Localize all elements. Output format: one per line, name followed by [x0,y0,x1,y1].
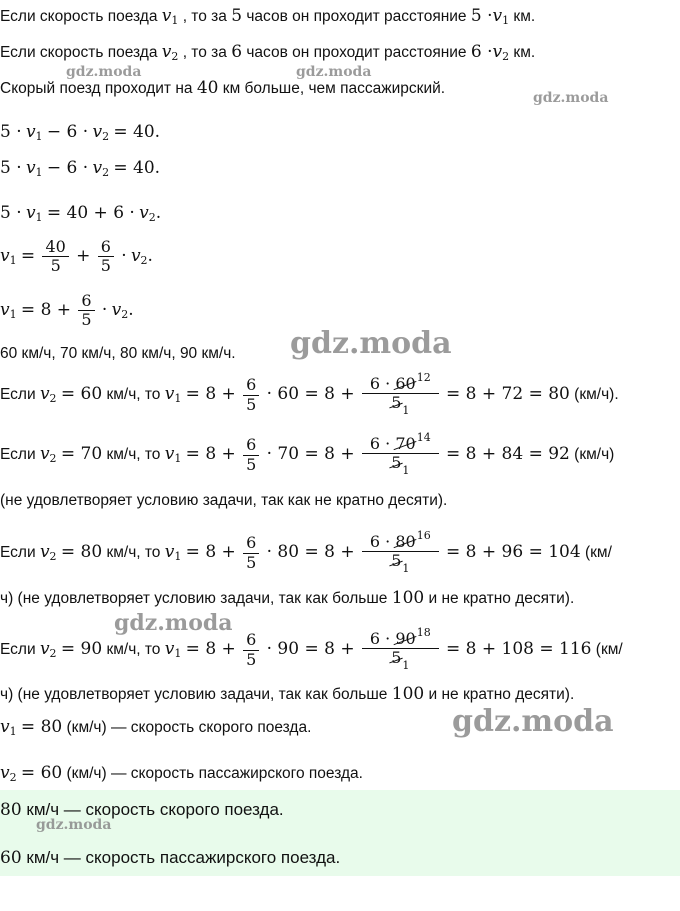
watermark: gdz.moda [296,64,372,80]
case-80-note: ч) (не удовлетворяет условию задачи, так как больше 100 и не кратно десяти). [0,588,575,608]
watermark: gdz.moda [36,817,112,833]
watermark: gdz.moda [114,610,233,636]
watermark: gdz.moda [290,326,452,361]
equation-5: $v_1 = 8$ + $\frac{6}{5}$ · $v_2$. [0,291,134,330]
equation-3: $5 \cdot v_1 = 40 + 6 \cdot v_2$. [0,203,162,224]
answer-express: 80 км/ч — скорость скорого поезда. [0,800,284,820]
watermark: gdz.moda [452,704,614,739]
case-70: Если $v_2 = 70$ км/ч, то $v_1 = 8$ + $\frac{6}{5}$ · 70 = 8 + $\frac{6 \cdot 70^{14}}{5_1}$ = 8 + 84 = 92 (км/ч) [0,431,615,478]
equation-2: $5 \cdot v_1 - 6 \cdot v_2 = 40$. [0,158,161,179]
case-90: Если $v_2 = 90$ км/ч, то $v_1 = 8$ + $\frac{6}{5}$ · 90 = 8 + $\frac{6 \cdot 90^{18}}{5_1}$ = 8 + 108 = 116 (км/ [0,626,623,673]
case-70-note: (не удовлетворяет условию задачи, так как не кратно десяти). [0,492,448,509]
watermark: gdz.moda [533,90,609,106]
line-speed-v2: Если скорость поезда $v_2$ , то за 6 часов он проходит расстояние $6 \cdot v_2$ км. [0,42,536,63]
equation-1: $5 \cdot v_1 - 6 \cdot v_2 = 40$. [0,122,161,143]
answer-passenger: 60 км/ч — скорость пассажирского поезда. [0,848,341,868]
line-difference: Скорый поезд проходит на 40 км больше, чем пассажирский. [0,78,446,98]
case-80: Если $v_2 = 80$ км/ч, то $v_1 = 8$ + $\frac{6}{5}$ · 80 = 8 + $\frac{6 \cdot 80^{16}}{5_1}$ = 8 + 96 = 104 (км/ [0,529,612,576]
result-v2: $v_2 = 60$ (км/ч) — скорость пассажирского поезда. [0,763,363,784]
case-90-note: ч) (не удовлетворяет условию задачи, так как больше 100 и не кратно десяти). [0,684,575,704]
line-speed-v1: Если скорость поезда $v_1$ , то за 5 часов он проходит расстояние $5 \cdot v_1$ км. [0,6,536,27]
watermark: gdz.moda [66,64,142,80]
result-v1: $v_1 = 80$ (км/ч) — скорость скорого поезда. [0,717,312,738]
equation-4: $v_1$ = $\frac{40}{5}$ + $\frac{6}{5}$ · $v_2$. [0,237,153,276]
answer-box [0,790,680,876]
case-60: Если $v_2 = 60$ км/ч, то $v_1 = 8$ + $\frac{6}{5}$ · 60 = 8 + $\frac{6 \cdot 60^{12}}{5_1}$ = 8 + 72 = 80 (км/ч). [0,371,619,418]
speed-options: 60 км/ч, 70 км/ч, 80 км/ч, 90 км/ч. [0,345,236,362]
